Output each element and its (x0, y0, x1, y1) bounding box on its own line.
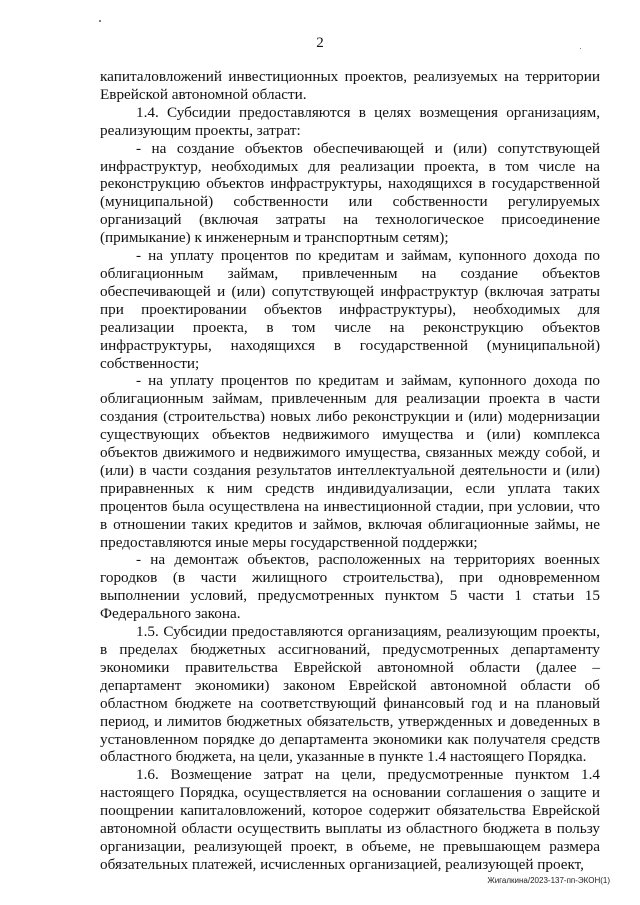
paragraph-1-6: 1.6. Возмещение затрат на цели, предусмотренные пунктом 1.4 настоящего Порядка, осуществляется на основании соглашения о защите и поощрении капиталовложений, которое содержит обязательства Еврейской автономной области осуществить выплаты из областного бюджета в пользу организации, реализующей проект, в объеме, не превышающем размера обязательных платежей, исчисленных организацией, реализующей проект, (100, 766, 600, 873)
document-body (100, 68, 600, 874)
paragraph-list-item: - на уплату процентов по кредитам и займам, купонного дохода по облигационным займам, привлеченным для реализации проекта в части создания (строительства) новых либо реконструкции и (или) модернизации существующих объектов недвижимого имущества и (или) комплекса объектов движимого и недвижимого имущества, связанных между собой, и (или) в части создания результатов интеллектуальной деятельности и (или) приравненных к ним средств индивидуализации, если уплата таких процентов была осуществлена на инвестиционной стадии, при условии, что в отношении таких кредитов и займов, включая облигационные займы, не предоставляются иные меры государственной поддержки; (100, 372, 600, 551)
document-reference: Жигалкина/2023-137-пп-ЭКОН(1) (487, 876, 610, 885)
paragraph-1-4: 1.4. Субсидии предоставляются в целях возмещения организациям, реализующим проекты, затрат: (100, 103, 600, 139)
page-number: 2 (316, 35, 324, 51)
paragraph-1-5: 1.5. Субсидии предоставляются организациям, реализующим проекты, в пределах бюджетных ассигнований, предусмотренных департаменту экономики правительства Еврейской автономной области (далее – департамент экономики) законом Еврейской автономной области об областном бюджете на соответствующий финансовый год и на плановый период, и лимитов бюджетных обязательств, утвержденных и доведенных в установленном порядке до департамента экономики как получателя средств областного бюджета, на цели, указанные в пункте 1.4 настоящего Порядка. (100, 623, 600, 766)
paragraph-list-item: - на уплату процентов по кредитам и займам, купонного дохода по облигационным займам, привлеченным на создание объектов обеспечивающей и (или) сопутствующей инфраструктур (включая затраты при проектировании объектов инфраструктуры), необходимых для реализации проекта, в том числе на реконструкцию объектов инфраструктуры, находящихся в государственной (муниципальной) собственности; (100, 247, 600, 372)
scan-mark-top-left (99, 20, 101, 22)
paragraph-continuation: капиталовложений инвестиционных проектов, реализуемых на территории Еврейской автономной области. (100, 68, 600, 103)
paragraph-list-item: - на демонтаж объектов, расположенных на территориях военных городков (в части жилищного строительства), при одновременном выполнении условий, предусмотренных пунктом 5 части 1 статьи 15 Федерального закона. (100, 551, 600, 623)
paragraph-list-item: - на создание объектов обеспечивающей и (или) сопутствующей инфраструктур, необходимых для реализации проекта, в том числе на реконструкцию объектов инфраструктуры, находящихся в государственной (муниципальной) собственности или собственности регулируемых организаций (включая затраты на технологическое присоединение (примыкание) к инженерным и транспортным сетям); (100, 139, 600, 247)
